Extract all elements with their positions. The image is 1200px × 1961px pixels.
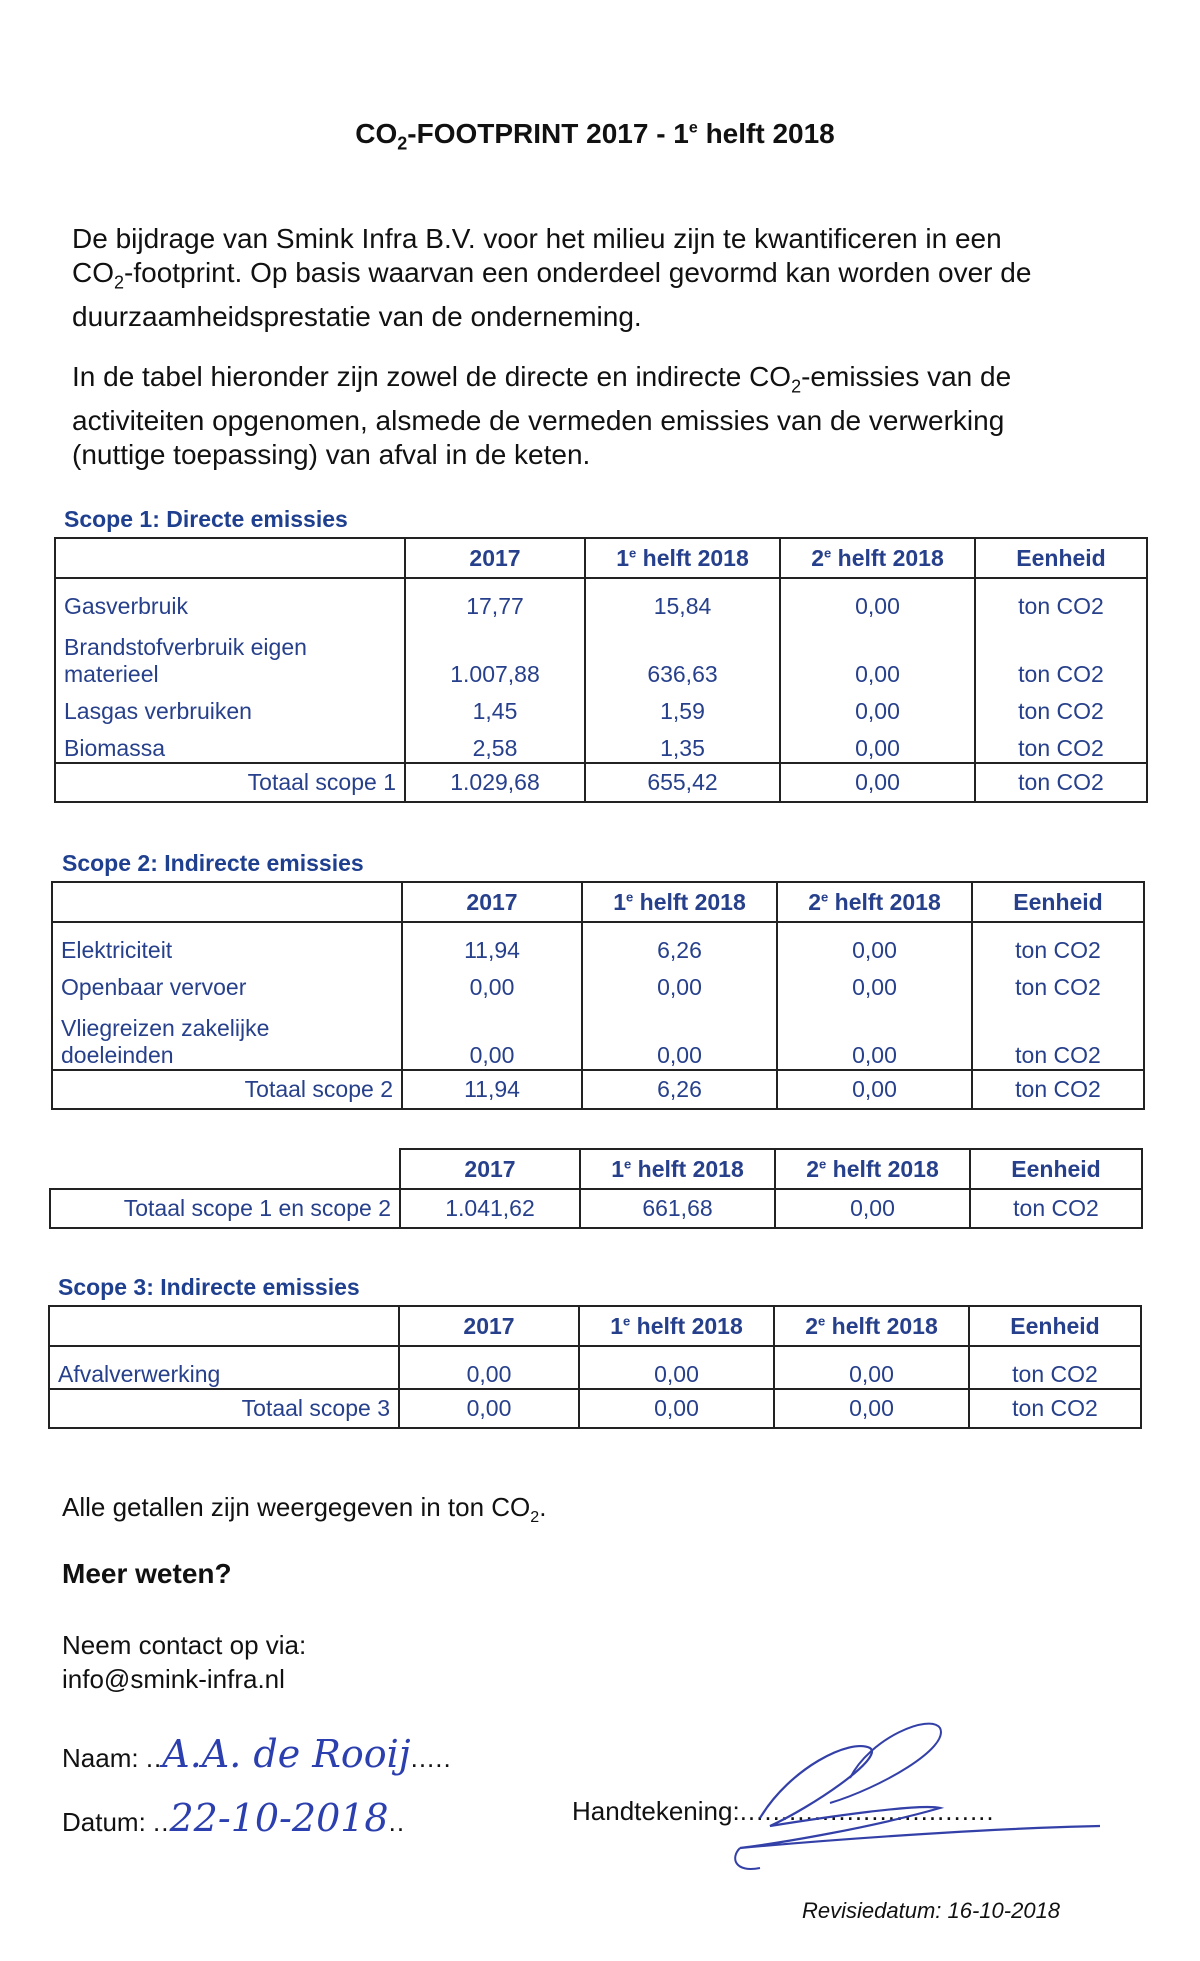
table-header-row: 2017 1e helft 2018 2e helft 2018 Eenheid bbox=[50, 1149, 1142, 1189]
contact-block: Neem contact op via: info@smink-infra.nl bbox=[62, 1630, 307, 1694]
table-row: Biomassa 2,58 1,35 0,00 ton CO2 bbox=[55, 725, 1147, 763]
name-value: A.A. de Rooij bbox=[162, 1732, 411, 1776]
table-header-row: 2017 1e helft 2018 2e helft 2018 Eenheid bbox=[49, 1306, 1141, 1346]
units-note: Alle getallen zijn weergegeven in ton $CO_2$. bbox=[62, 1492, 547, 1527]
scope3-table bbox=[48, 1305, 1142, 1429]
intro-paragraph-1: De bijdrage van Smink Infra B.V. voor het milieu zijn te kwantificeren in een $CO_2$-footprint. Op basis waarvan een onderdeel gevormd kan worden over de duurzaamheidsprestatie van de onderneming. bbox=[72, 223, 1032, 332]
date-value: 22-10-2018 bbox=[169, 1796, 389, 1840]
table-row: Openbaar vervoer 0,00 0,00 0,00 ton CO2 bbox=[52, 964, 1144, 1001]
table-header-row bbox=[55, 538, 1147, 578]
col-2017: 2017 bbox=[405, 538, 585, 578]
more-info-heading: Meer weten? bbox=[62, 1558, 232, 1589]
table-row: Afvalverwerking 0,00 0,00 0,00 ton CO2 bbox=[49, 1346, 1141, 1389]
table-total-row: Totaal scope 1 en scope 2 1.041,62 661,68 0,00 ton CO2 bbox=[50, 1189, 1142, 1228]
col-unit: Eenheid bbox=[975, 538, 1147, 578]
scope12-total-table bbox=[49, 1148, 1143, 1229]
scope1-table bbox=[54, 537, 1148, 803]
email-link[interactable]: info@smink-infra.nl bbox=[62, 1664, 285, 1694]
scope3-title: Scope 3: Indirecte emissies bbox=[58, 1274, 360, 1300]
table-total-row: Totaal scope 3 0,00 0,00 0,00 ton CO2 bbox=[49, 1389, 1141, 1428]
name-line: Naam: ..A.A. de Rooij..... bbox=[62, 1732, 452, 1776]
signature-line: Handtekening:............................... bbox=[572, 1796, 995, 1826]
intro-paragraph-2: In de tabel hieronder zijn zowel de directe en indirecte $CO_2$-emissies van de activiteiten opgenomen, alsmede de vermeden emissies van de verwerking (nuttige toepassing) van afval in de keten. bbox=[72, 361, 1012, 470]
handwritten-signature bbox=[700, 1708, 1120, 1878]
table-total-row: Totaal scope 2 11,94 6,26 0,00 ton CO2 bbox=[52, 1070, 1144, 1109]
scope2-title: Scope 2: Indirecte emissies bbox=[62, 850, 364, 876]
scope2-table bbox=[51, 881, 1145, 1110]
table-row: Elektriciteit 11,94 6,26 0,00 ton CO2 bbox=[52, 922, 1144, 964]
scope1-title: Scope 1: Directe emissies bbox=[64, 506, 348, 532]
table-header-row: 2017 1e helft 2018 2e helft 2018 Eenheid bbox=[52, 882, 1144, 922]
date-line: Datum: ..22-10-2018.. bbox=[62, 1796, 406, 1840]
revision-date: Revisiedatum: 16-10-2018 bbox=[802, 1898, 1061, 1923]
table-row: Brandstofverbruik eigen materieel 1.007,88 636,63 0,00 ton CO2 bbox=[55, 620, 1147, 688]
table-total-row: Totaal scope 1 1.029,68 655,42 0,00 ton CO2 bbox=[55, 763, 1147, 802]
page-title: $CO_2$-FOOTPRINT 2017 - 1e helft 2018 bbox=[355, 118, 835, 154]
col-h2-2018: 2e helft 2018 bbox=[780, 538, 975, 578]
table-row: Gasverbruik 17,77 15,84 0,00 ton CO2 bbox=[55, 578, 1147, 620]
col-h1-2018: 1e helft 2018 bbox=[585, 538, 780, 578]
table-row: Vliegreizen zakelijke doeleinden 0,00 0,00 0,00 ton CO2 bbox=[52, 1001, 1144, 1070]
table-row: Lasgas verbruiken 1,45 1,59 0,00 ton CO2 bbox=[55, 688, 1147, 725]
